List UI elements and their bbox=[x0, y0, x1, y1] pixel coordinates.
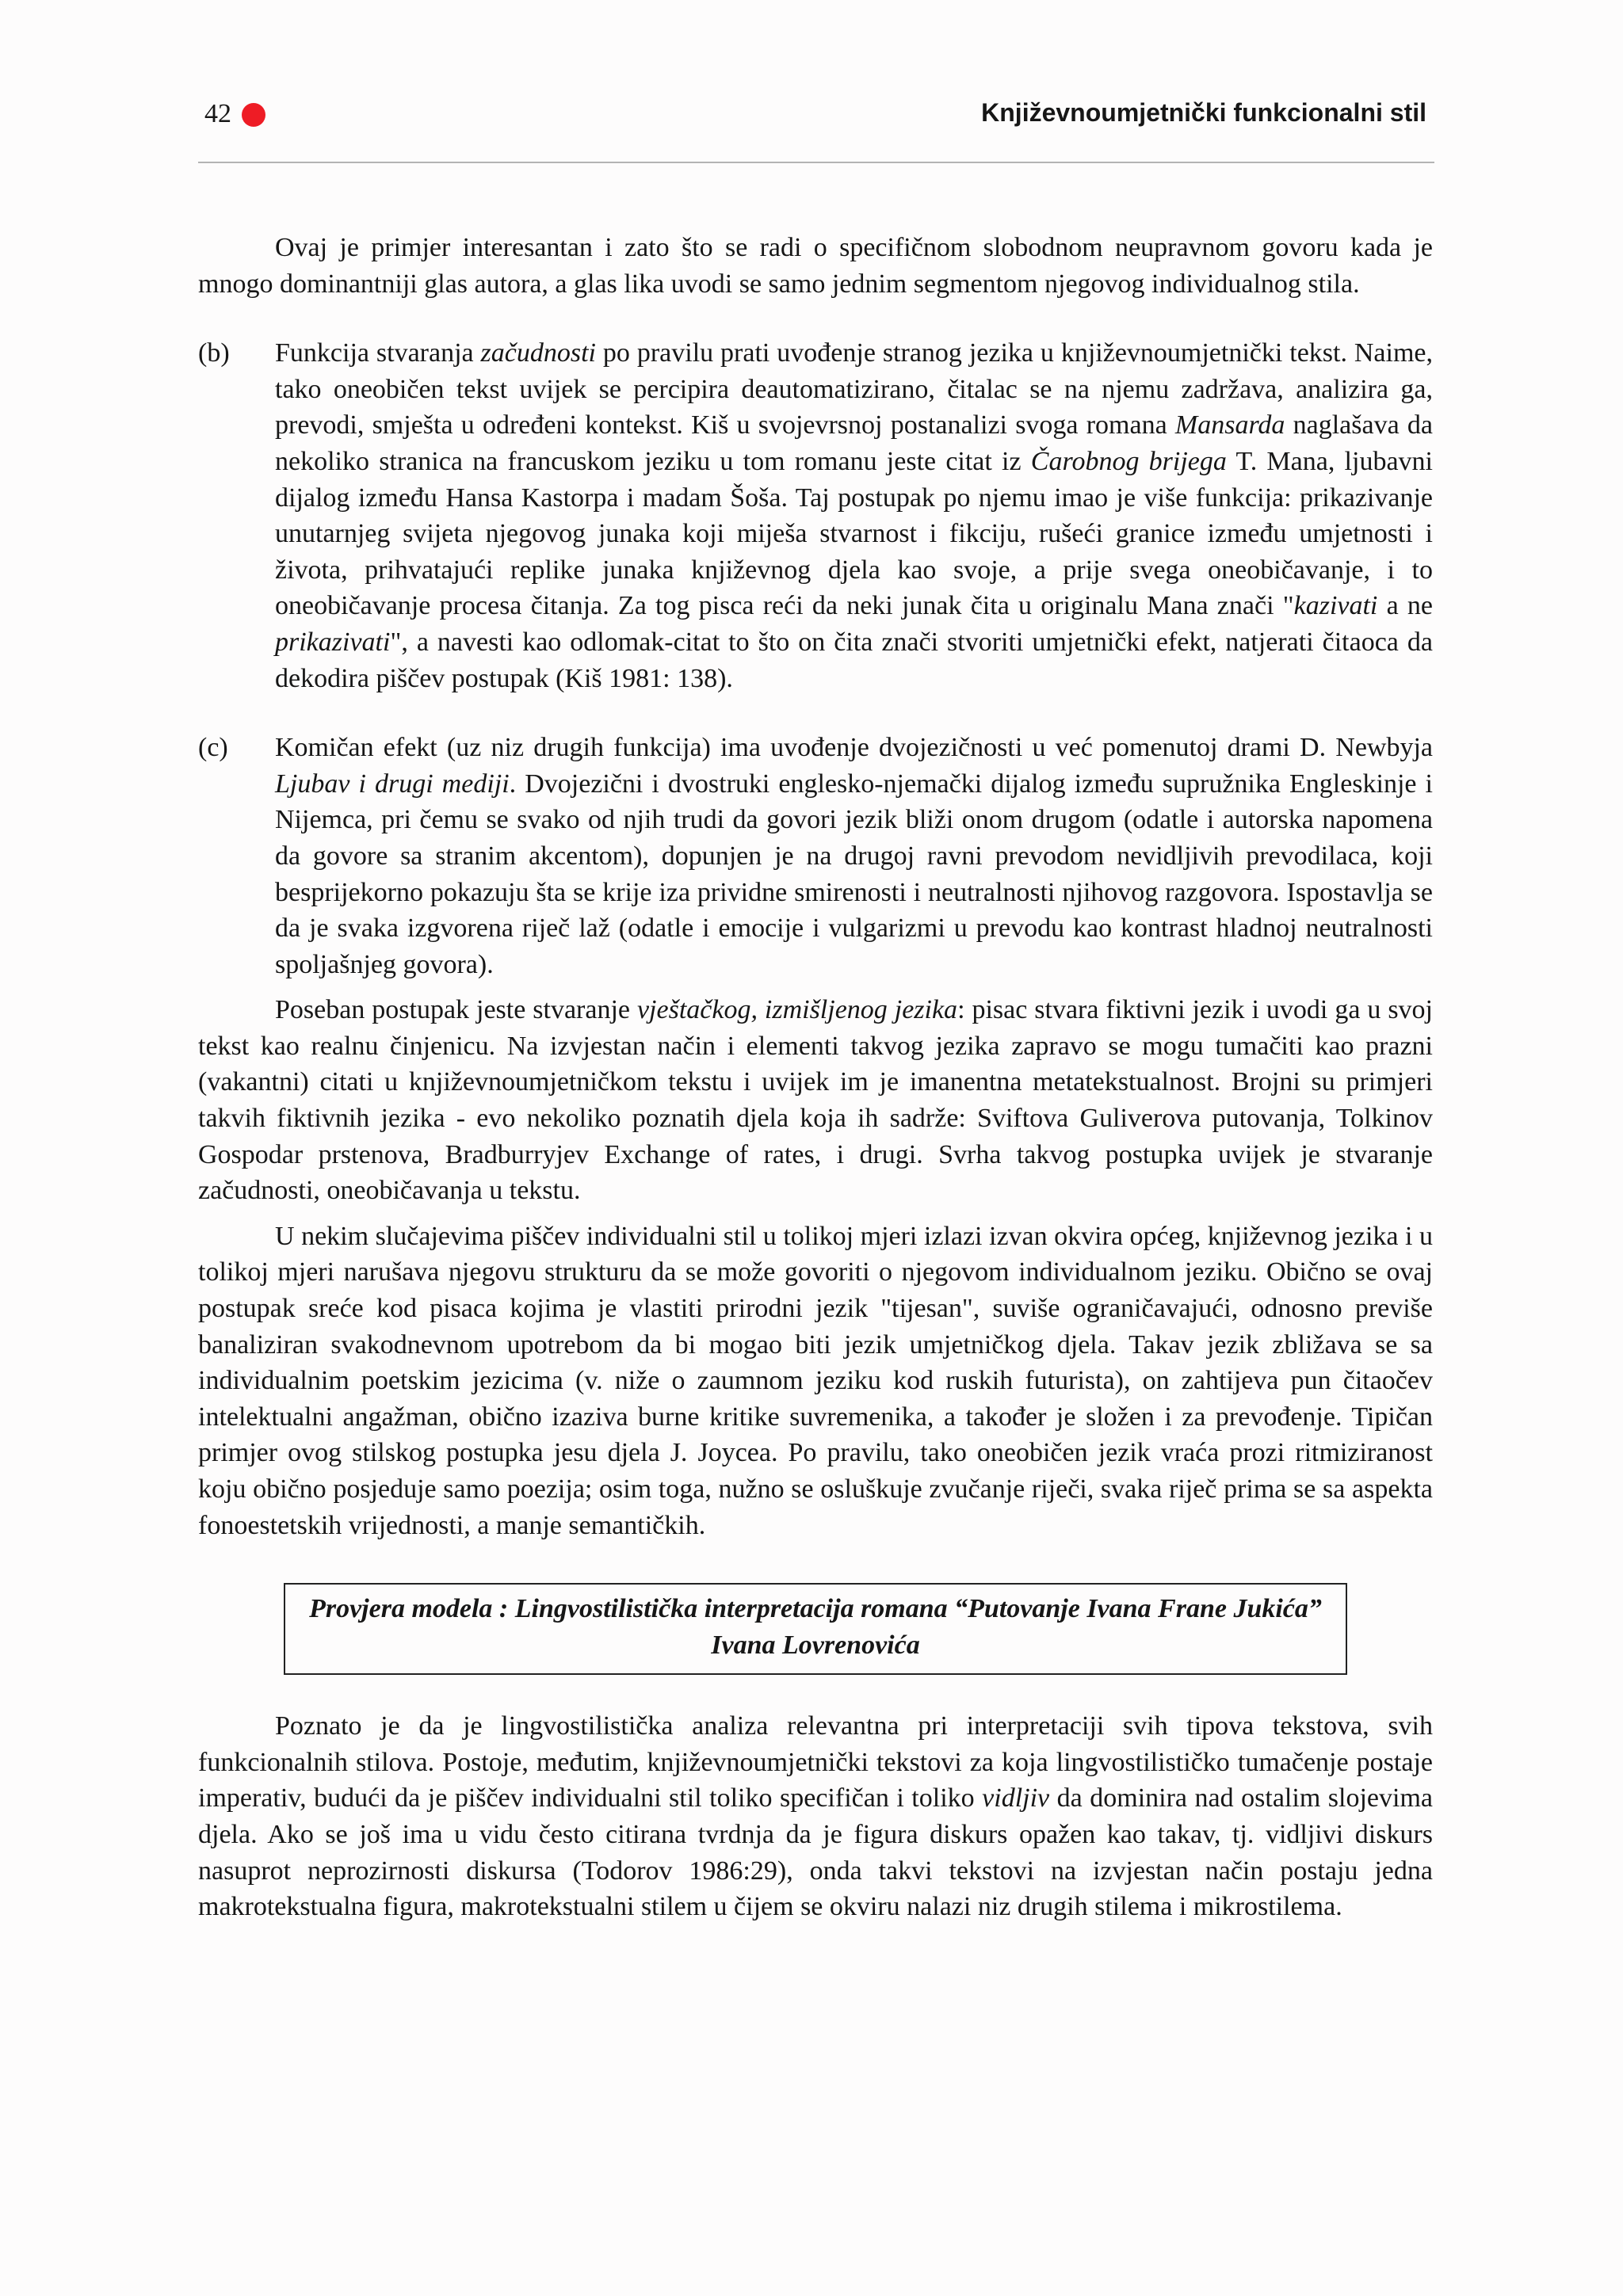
header-divider bbox=[198, 162, 1434, 163]
list-item-b bbox=[198, 335, 1433, 696]
list-item-label: (b) bbox=[198, 338, 230, 368]
list-item-c bbox=[198, 730, 1433, 982]
page-number: 42 bbox=[204, 99, 231, 128]
running-title: Književnoumjetnički funkcionalni stil bbox=[981, 98, 1426, 127]
list-item-text: Komičan efekt (uz niz drugih funkcija) ima uvođenje dvojezičnosti u već pomenutoj drami D. Newbyja Ljubav i drugi mediji. Dvojezični i dvostruki englesko-njemački dijalog između supružnika Engleskinje i Nijemca, pri čemu se svako od njih trudi da govori jezik bliži onom drugom (odatle i autorska napomena da govore sa stranim akcentom), dopunjen je na drugoj ravni prevodom nevidljivih prevodilaca, koji besprijekorno pokazuju šta se krije iza prividne smirenosti i neutralnosti njihovog razgovora. Ispostavlja se da je svaka izgvorena riječ laž (odatle i emocije i vulgarizmi u prevodu kao kontrast hladnoj neutralnosti spoljašnjeg govora). bbox=[275, 733, 1433, 979]
list-item-text: Funkcija stvaranja začudnosti po pravilu prati uvođenje stranog jezika u književnoumjetnički tekst. Naime, tako oneobičen tekst uvijek se percipira deautomatizirano, čitalac se na njemu zadržava, analizira ga, prevodi, smješta u određeni kontekst. Kiš u svojevrsnoj postanalizi svoga romana Mansarda naglašava da nekoliko stranica na francuskom jeziku u tom romanu jeste citat iz Čarobnog brijega T. Mana, ljubavni dijalog između Hansa Kastorpa i madam Šoša. Taj postupak po njemu imao je više funkcija: prikazivanje unutarnjeg svijeta njegovog junaka koji miješa stvarnost i fikciju, rušeći granice između umjetnosti i života, prihvatajući replike junaka književnog djela kao svoje, a prije svega oneobičavanje, i to oneobičavanje procesa čitanja. Za tog pisca reći da neki junak čita u originalu Mana znači "kazivati a ne prikazivati", a navesti kao odlomak-citat to što on čita znači stvoriti umjetnički efekt, natjerati čitaoca da dekodira piščev postupak (Kiš 1981: 138). bbox=[275, 338, 1434, 693]
section-heading-box: Provjera modela : Lingvostilistička interpretacija romana “Putovanje Ivana Frane Jukića” Ivana Lovrenovića bbox=[284, 1583, 1347, 1675]
paragraph-intro: Ovaj je primjer interesantan i zato što se radi o specifičnom slobodnom neupravnom govoru kada je mnogo dominantniji glas autora, a glas lika uvodi se samo jednim segmentom njegovog individualnog stila. bbox=[198, 233, 1433, 299]
list-item-label: (c) bbox=[198, 733, 228, 763]
paragraph-lingvostylistic: Poznato je da je lingvostilistička analiza relevantna pri interpretaciji svih tipova tekstova, svih funkcionalnih stilova. Postoje, međutim, književnoumjetnički tekstovi za koja lingvostilističko tumačenje postaje imperativ, budući da je piščev individualni stil toliko specifičan i toliko vidljiv da dominira nad ostalim slojevima djela. Ako se još ima u vidu često citirana tvrdnja da je figura diskurs opažen kao takav, tj. vidljivi diskurs nasuprot neprozirnosti diskursa (Todorov 1986:29), onda takvi tekstovi na izvjestan način postaju jedna makrotekstualna figura, makrotekstualni stilem u čijem se okviru nalazi niz drugih stilema i mikrostilema. bbox=[198, 1711, 1433, 1922]
page-body bbox=[198, 230, 1433, 1925]
paragraph-individual-language: U nekim slučajevima piščev individualni stil u tolikoj mjeri izlazi izvan okvira općeg, književnog jezika i u tolikoj mjeri narušava njegovu strukturu da se može govoriti o njegovom individualnom jeziku. Obično se ovaj postupak sreće kod pisaca kojima je vlastiti prirodni jezik "tijesan", suviše ograničavajući, odnosno previše banaliziran svakodnevnom upotrebom da bi mogao biti jezik umjetničkog djela. Takav jezik zbližava se sa individualnim poetskim jezicima (v. niže o zaumnom jeziku kod ruskih futurista), on zahtijeva pun čitaočev intelektualni angažman, obično izaziva burne kritike suvremenika, a također je složen i za prevođenje. Tipičan primjer ovog stilskog postupka jesu djela J. Joycea. Po pravilu, tako oneobičen jezik vraća prozi ritmiziranost koju obično posjeduje samo poezija; osim toga, nužno se osluškuje zvučanje riječi, svaka riječ prima se sa aspekta fonoestetskih vrijednosti, a manje semantičkih. bbox=[198, 1221, 1433, 1540]
paragraph-artificial-language: Poseban postupak jeste stvaranje vještačkog, izmišljenog jezika: pisac stvara fiktivni jezik i uvodi ga u svoj tekst kao realnu činjenicu. Na izvjestan način i elementi takvog jezika zapravo se mogu tumačiti kao prazni (vakantni) citati u književnoumjetničkom tekstu i uvijek im je imanentna metatekstualnost. Brojni su primjeri takvih fiktivnih jezika - evo nekoliko poznatih djela koja ih sadrže: Sviftova Guliverova putovanja, Tolkinov Gospodar prstenova, Bradburryjev Exchange of rates, i drugi. Svrha takvog postupka uvijek je stvaranje začudnosti, oneobičavanja u tekstu. bbox=[198, 995, 1433, 1206]
page-number-dot-icon bbox=[242, 103, 265, 127]
page-header bbox=[198, 93, 1434, 132]
